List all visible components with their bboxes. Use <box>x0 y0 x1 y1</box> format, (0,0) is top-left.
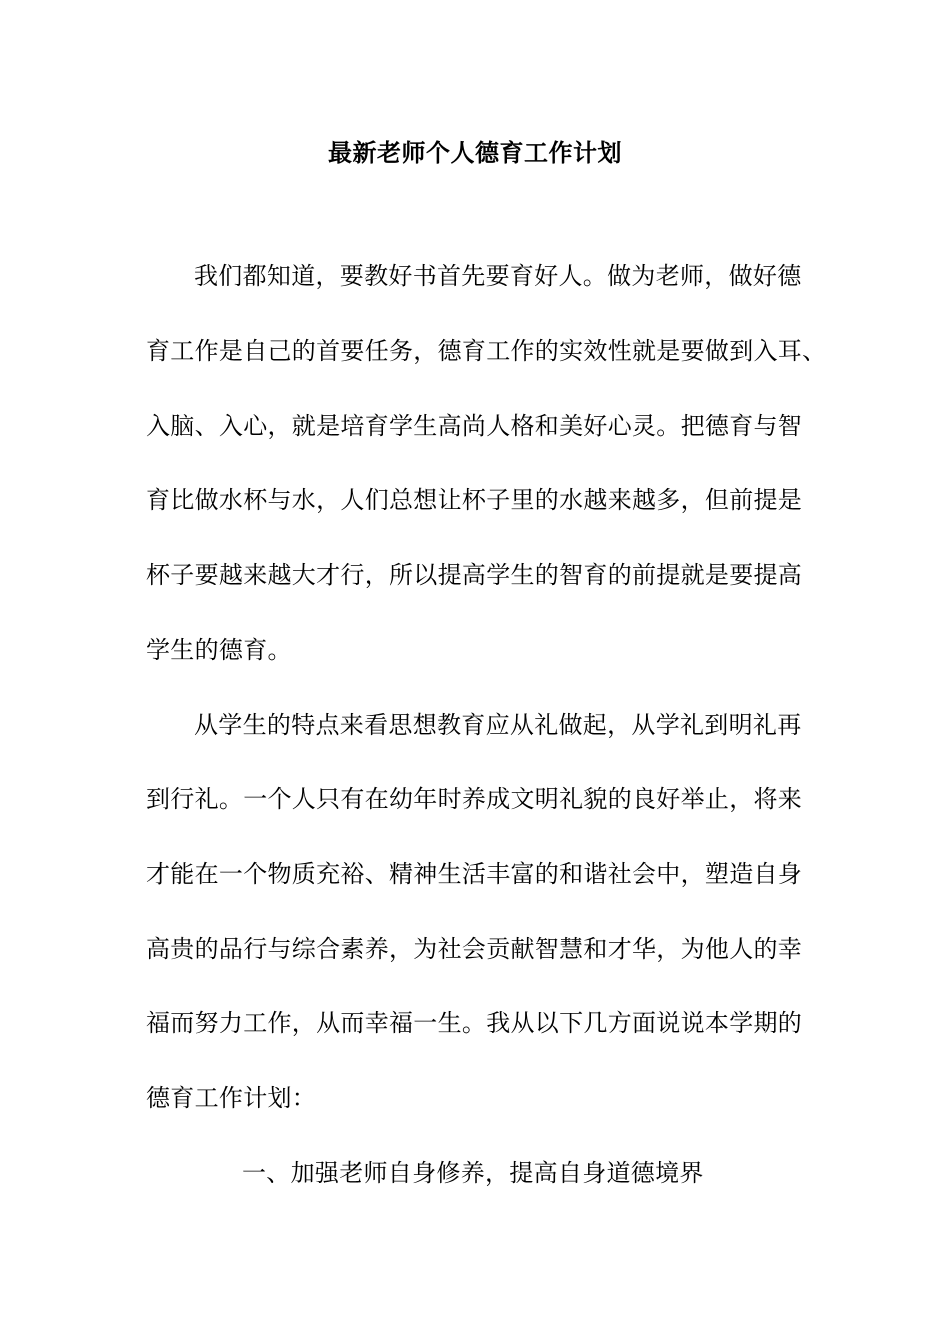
paragraph-1-line-4: 育比做水杯与水，人们总想让杯子里的水越来越多，但前提是 <box>146 486 803 514</box>
document-title: 最新老师个人德育工作计划 <box>328 138 622 167</box>
section-1-heading: 一、加强老师自身修养，提高自身道德境界 <box>242 1159 704 1187</box>
paragraph-2-line-2: 到行礼。一个人只有在幼年时养成文明礼貌的良好举止，将来 <box>146 785 803 813</box>
paragraph-2-line-6: 德育工作计划： <box>146 1084 317 1112</box>
paragraph-2-line-1: 从学生的特点来看思想教育应从礼做起，从学礼到明礼再 <box>194 711 802 739</box>
paragraph-1-line-2: 育工作是自己的首要任务，德育工作的实效性就是要做到入耳、 <box>146 337 827 365</box>
paragraph-2-line-3: 才能在一个物质充裕、精神生活丰富的和谐社会中，塑造自身 <box>146 860 803 888</box>
paragraph-1-line-3: 入脑、入心，就是培育学生高尚人格和美好心灵。把德育与智 <box>146 412 803 440</box>
paragraph-1-line-6: 学生的德育。 <box>146 636 292 664</box>
paragraph-1-line-1: 我们都知道，要教好书首先要育好人。做为老师，做好德 <box>194 262 802 290</box>
paragraph-1-line-5: 杯子要越来越大才行，所以提高学生的智育的前提就是要提高 <box>146 561 803 589</box>
paragraph-2-line-5: 福而努力工作，从而幸福一生。我从以下几方面说说本学期的 <box>146 1009 803 1037</box>
paragraph-2-line-4: 高贵的品行与综合素养，为社会贡献智慧和才华，为他人的幸 <box>146 935 803 963</box>
